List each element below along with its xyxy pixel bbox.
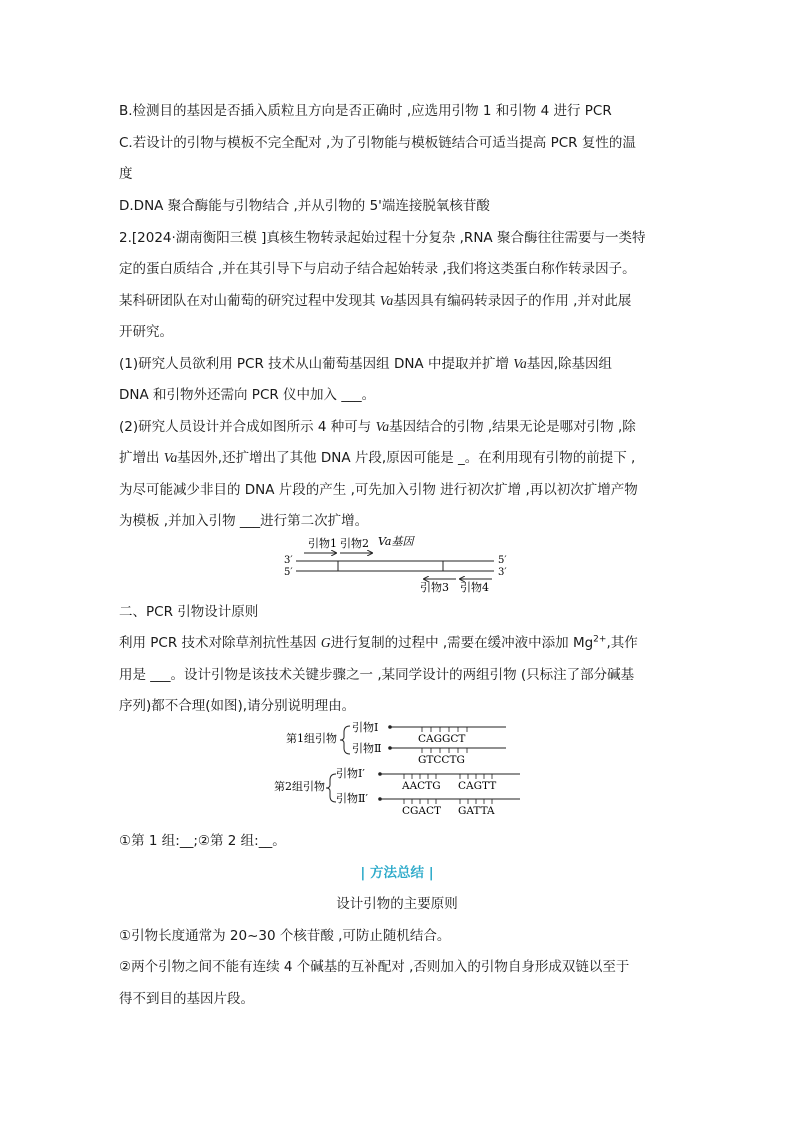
primer2-label: 引物2	[340, 537, 369, 550]
question2-line3: 某科研团队在对山葡萄的研究过程中发现其 Va基因具有编码转录因子的作用 ,并对此展	[119, 293, 632, 309]
answer-line: ①第 1 组:__;②第 2 组:__。	[119, 833, 286, 849]
section2-line2: 用是 ___。设计引物是该技术关键步骤之一 ,某同学设计的两组引物 (只标注了部分碱基	[119, 667, 635, 683]
group2-primer1-seq-a: AACTG	[402, 780, 441, 792]
part2-line4: 为模板 ,并加入引物 ___进行第二次扩增。	[119, 513, 369, 529]
group1-primer2-seq: GTCCTG	[418, 754, 465, 766]
option-b: B.检测目的基因是否插入质粒且方向是否正确时 ,应选用引物 1 和引物 4 进行 PCR	[119, 103, 612, 119]
group1-primer1-label: 引物Ⅰ	[352, 721, 379, 734]
question2-line4: 开研究。	[119, 324, 173, 340]
section2-line1: 利用 PCR 技术对除草剂抗性基因 G进行复制的过程中 ,需要在缓冲液中添加 $Mg^{2+}$,其作	[119, 634, 638, 651]
option-c-line1: C.若设计的引物与模板不完全配对 ,为了引物能与模板链结合可适当提高 PCR 复性的温	[119, 135, 636, 151]
option-d: D.DNA 聚合酶能与引物结合 ,并从引物的 5'端连接脱氧核苷酸	[119, 198, 490, 214]
part1-line2: DNA 和引物外还需向 PCR 仪中加入 ___。	[119, 387, 376, 403]
part2-line2: 扩增出 Va基因外,还扩增出了其他 DNA 片段,原因可能是 _。在利用现有引物的前提下 ,	[119, 450, 636, 466]
bottom-left-end: 5′	[284, 567, 293, 578]
principle-title: 设计引物的主要原则	[336, 896, 458, 912]
part2-line3: 为尽可能减少非目的 DNA 片段的产生 ,可先加入引物 进行初次扩增 ,再以初次扩增产物	[119, 482, 638, 498]
group2-primer2-seq-b: GATTA	[458, 805, 495, 817]
method-summary-title: | 方法总结 |	[360, 865, 434, 881]
bottom-right-end: 3′	[498, 567, 507, 578]
group2-label: 第2组引物	[274, 780, 325, 793]
va-gene-label: Va基因	[378, 535, 414, 548]
group1-primer2-label: 引物Ⅱ	[352, 742, 382, 755]
primer1-label: 引物1	[308, 537, 337, 550]
option-c-line2: 度	[119, 166, 133, 182]
section2-line3: 序列)都不合理(如图),请分别说明理由。	[119, 698, 356, 714]
principle-1: ①引物长度通常为 20~30 个核苷酸 ,可防止随机结合。	[119, 928, 451, 944]
group1-label: 第1组引物	[286, 732, 337, 745]
group2-primer2-label: 引物Ⅱ′	[336, 792, 368, 805]
part2-line1: (2)研究人员设计并合成如图所示 4 种可与 Va基因结合的引物 ,结果无论是哪对引物 ,除	[119, 419, 636, 435]
primer4-label: 引物4	[460, 581, 489, 594]
principle-2-line2: 得不到目的基因片段。	[119, 991, 254, 1007]
group2-primer2-seq-a: CGACT	[402, 805, 442, 817]
group2-primer1-seq-b: CAGTT	[458, 780, 497, 792]
group1-primer1-seq: CAGGCT	[418, 733, 466, 745]
top-left-end: 3′	[284, 555, 293, 566]
group2-primer1-label: 引物Ⅰ′	[336, 767, 365, 780]
question2-line1: 2.[2024·湖南衡阳三模 ]真核生物转录起始过程十分复杂 ,RNA 聚合酶往往需要与一类特	[119, 230, 646, 246]
part1-line1: (1)研究人员欲利用 PCR 技术从山葡萄基因组 DNA 中提取并扩增 Va基因,除基因组	[119, 356, 613, 372]
principle-2-line1: ②两个引物之间不能有连续 4 个碱基的互补配对 ,否则加入的引物自身形成双链以至于	[119, 959, 630, 975]
primer-groups-diagram	[270, 720, 530, 820]
section2-heading: 二、PCR 引物设计原则	[119, 604, 259, 620]
va-gene-primer-diagram	[280, 535, 520, 595]
top-right-end: 5′	[498, 555, 507, 566]
question2-line2: 定的蛋白质结合 ,并在其引导下与启动子结合起始转录 ,我们将这类蛋白称作转录因子。	[119, 261, 636, 277]
primer3-label: 引物3	[420, 581, 449, 594]
